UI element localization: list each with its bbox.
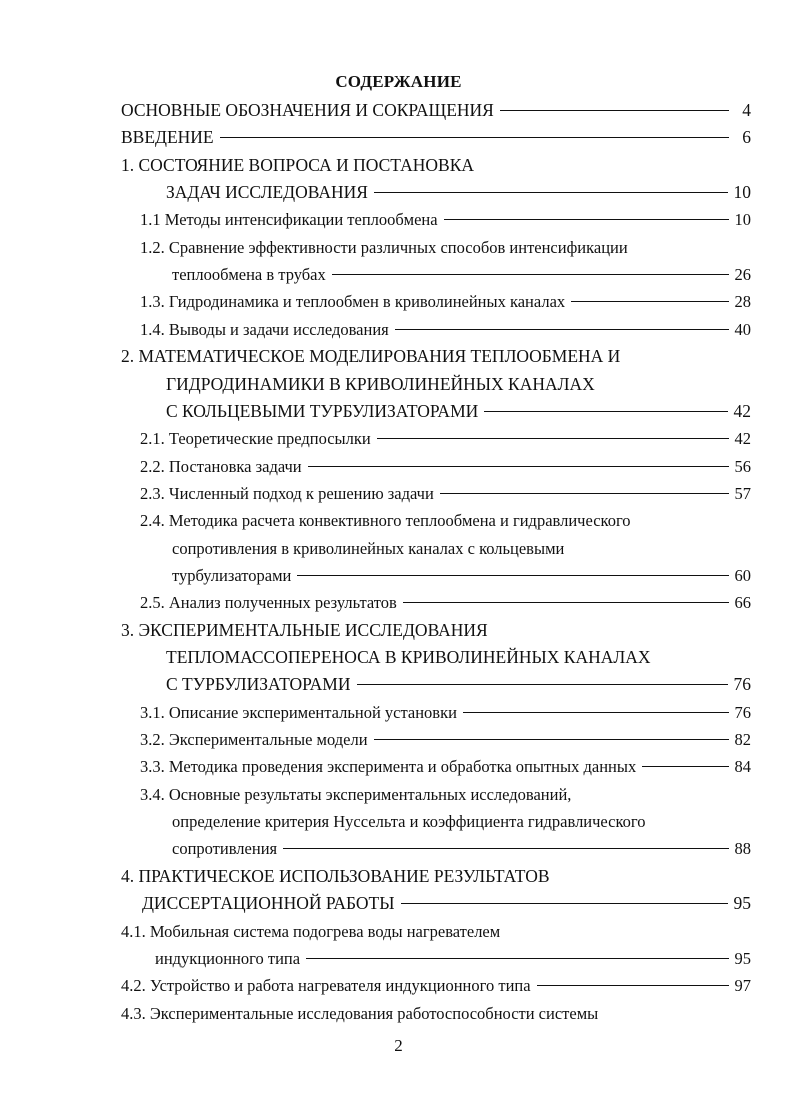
toc-entry-title: 4.3. Экспериментальные исследования работоспособности системы xyxy=(121,1003,599,1023)
toc-page-number: 66 xyxy=(734,593,751,613)
toc-leader-line xyxy=(332,274,729,275)
toc-entry-title: теплообмена в трубах xyxy=(172,265,326,285)
toc-entry-line xyxy=(140,507,631,534)
toc-leader-line xyxy=(308,466,729,467)
toc-entry-title: 3. ЭКСПЕРИМЕНТАЛЬНЫЕ ИССЛЕДОВАНИЯ xyxy=(121,619,488,640)
toc-entry-title: С ТУРБУЛИЗАТОРАМИ xyxy=(166,674,351,695)
toc-page-number: 84 xyxy=(734,757,751,777)
toc-leader-line xyxy=(283,848,728,849)
toc-entry-line xyxy=(172,535,564,562)
toc-entry-title: 2.1. Теоретические предпосылки xyxy=(140,429,371,449)
toc-page-number: 28 xyxy=(734,292,751,312)
toc-entry xyxy=(121,972,751,999)
toc-entry-title: ВВЕДЕНИЕ xyxy=(121,127,214,148)
toc-leader-line xyxy=(377,438,729,439)
toc-entry xyxy=(121,97,751,124)
toc-leader-line xyxy=(444,219,729,220)
toc-entry-title: ОСНОВНЫЕ ОБОЗНАЧЕНИЯ И СОКРАЩЕНИЯ xyxy=(121,100,494,120)
toc-entry xyxy=(166,179,751,206)
toc-leader-line xyxy=(297,575,728,576)
toc-entry xyxy=(166,398,751,425)
toc-page-number: 40 xyxy=(734,319,751,339)
toc-page-number: 95 xyxy=(733,893,751,914)
toc-page-number: 6 xyxy=(742,127,751,148)
toc-leader-line xyxy=(374,192,728,193)
toc-page-number: 42 xyxy=(733,400,751,421)
toc-entry-title: 1.3. Гидродинамика и теплообмен в криволинейных каналах xyxy=(140,292,566,312)
toc-page-number: 10 xyxy=(733,182,751,203)
toc-entry xyxy=(155,945,751,972)
toc-entry-title: 4. ПРАКТИЧЕСКОЕ ИСПОЛЬЗОВАНИЕ РЕЗУЛЬТАТОВ xyxy=(121,865,550,886)
toc-entry-title: 2.4. Методика расчета конвективного теплообмена и гидравлического xyxy=(140,511,631,531)
toc-page-number: 97 xyxy=(734,976,751,996)
toc-entry xyxy=(140,753,751,780)
toc-page-number: 10 xyxy=(734,210,751,230)
toc-page-number: 42 xyxy=(734,429,751,449)
toc-entry-title: 3.4. Основные результаты экспериментальных исследований, xyxy=(140,784,572,804)
toc-entry-title: индукционного типа xyxy=(155,948,301,968)
toc-leader-line xyxy=(642,766,728,767)
toc-entry-line xyxy=(121,152,474,179)
toc-leader-line xyxy=(306,958,728,959)
toc-leader-line xyxy=(537,985,729,986)
toc-entry-title: 3.3. Методика проведения эксперимента и обработка опытных данных xyxy=(140,757,637,777)
toc-entry-line xyxy=(166,644,651,671)
toc-entry xyxy=(172,261,751,288)
toc-entry-line xyxy=(121,863,550,890)
toc-page-number: 56 xyxy=(734,456,751,476)
toc-entry-title: 3.1. Описание экспериментальной установки xyxy=(140,702,457,722)
toc-entry-line xyxy=(166,371,595,398)
toc-entry-title: 1.2. Сравнение эффективности различных способов интенсификации xyxy=(140,237,628,257)
toc-entry-title: 1.1 Методы интенсификации теплообмена xyxy=(140,210,438,230)
toc-leader-line xyxy=(500,110,729,111)
toc-leader-line xyxy=(401,903,728,904)
toc-entry-line xyxy=(121,343,620,370)
toc-entry-line xyxy=(121,918,500,945)
toc-leader-line xyxy=(484,411,727,412)
toc-leader-line xyxy=(571,301,728,302)
toc-entry xyxy=(142,890,751,917)
toc-entry xyxy=(140,589,751,616)
toc-entry xyxy=(121,1000,598,1027)
toc-leader-line xyxy=(463,712,729,713)
toc-page-number: 4 xyxy=(742,100,751,120)
toc-entry-title: 2. МАТЕМАТИЧЕСКОЕ МОДЕЛИРОВАНИЯ ТЕПЛООБМЕНА И xyxy=(121,346,621,367)
toc-entry xyxy=(172,835,751,862)
toc-entry-title: сопротивления xyxy=(172,839,278,859)
toc-page-number: 60 xyxy=(734,565,751,585)
toc-leader-line xyxy=(440,493,729,494)
toc-entry-title: 2.5. Анализ полученных результатов xyxy=(140,593,397,613)
toc-page-number: 82 xyxy=(734,730,751,750)
toc-entry xyxy=(140,453,751,480)
toc-entry-title: сопротивления в криволинейных каналах с кольцевыми xyxy=(172,538,565,558)
toc-entry-title: ЗАДАЧ ИССЛЕДОВАНИЯ xyxy=(166,182,368,203)
toc-entry xyxy=(166,671,751,698)
toc-leader-line xyxy=(403,602,729,603)
toc-entry-title: ТЕПЛОМАССОПЕРЕНОСА В КРИВОЛИНЕЙНЫХ КАНАЛАХ xyxy=(166,647,651,667)
toc-page-number: 95 xyxy=(734,948,751,968)
toc-page-number: 76 xyxy=(733,674,751,695)
toc-page-number: 88 xyxy=(734,839,751,859)
toc-entry-line xyxy=(121,617,488,644)
toc-entry-title: 3.2. Экспериментальные модели xyxy=(140,730,368,750)
toc-entry-line xyxy=(172,808,646,835)
toc-entry-title: турбулизаторами xyxy=(172,565,292,585)
toc-entry xyxy=(140,699,751,726)
toc-entry-title: С КОЛЬЦЕВЫМИ ТУРБУЛИЗАТОРАМИ xyxy=(166,400,479,421)
toc-entry-title: 2.2. Постановка задачи xyxy=(140,456,302,476)
page-title: СОДЕРЖАНИЕ xyxy=(335,72,462,91)
toc-entry-line xyxy=(140,234,628,261)
toc-leader-line xyxy=(357,684,728,685)
toc-entry-title: 1.4. Выводы и задачи исследования xyxy=(140,319,389,339)
toc-entry xyxy=(172,562,751,589)
toc-page-number: 57 xyxy=(734,483,751,503)
toc-entry xyxy=(140,288,751,315)
toc-entry xyxy=(140,425,751,452)
toc-leader-line xyxy=(374,739,729,740)
toc-entry xyxy=(140,480,751,507)
toc-entry-title: 1. СОСТОЯНИЕ ВОПРОСА И ПОСТАНОВКА xyxy=(121,154,474,175)
toc-entry-line xyxy=(140,781,571,808)
toc-entry xyxy=(140,726,751,753)
toc-leader-line xyxy=(395,329,729,330)
toc-entry-title: 2.3. Численный подход к решению задачи xyxy=(140,483,434,503)
toc-entry xyxy=(121,124,751,151)
toc-entry-title: 4.1. Мобильная система подогрева воды нагревателем xyxy=(121,921,501,941)
toc-entry-title: ДИССЕРТАЦИОННОЙ РАБОТЫ xyxy=(142,893,395,914)
toc-entry-title: ГИДРОДИНАМИКИ В КРИВОЛИНЕЙНЫХ КАНАЛАХ xyxy=(166,373,595,394)
toc-leader-line xyxy=(220,137,729,138)
toc-entry xyxy=(140,206,751,233)
toc-page-number: 76 xyxy=(734,702,751,722)
page-number: 2 xyxy=(394,1036,403,1055)
toc-entry xyxy=(140,316,751,343)
toc-entry-title: 4.2. Устройство и работа нагревателя индукционного типа xyxy=(121,976,531,996)
toc-entry-title: определение критерия Нуссельта и коэффициента гидравлического xyxy=(172,812,646,832)
toc-page-number: 26 xyxy=(734,265,751,285)
